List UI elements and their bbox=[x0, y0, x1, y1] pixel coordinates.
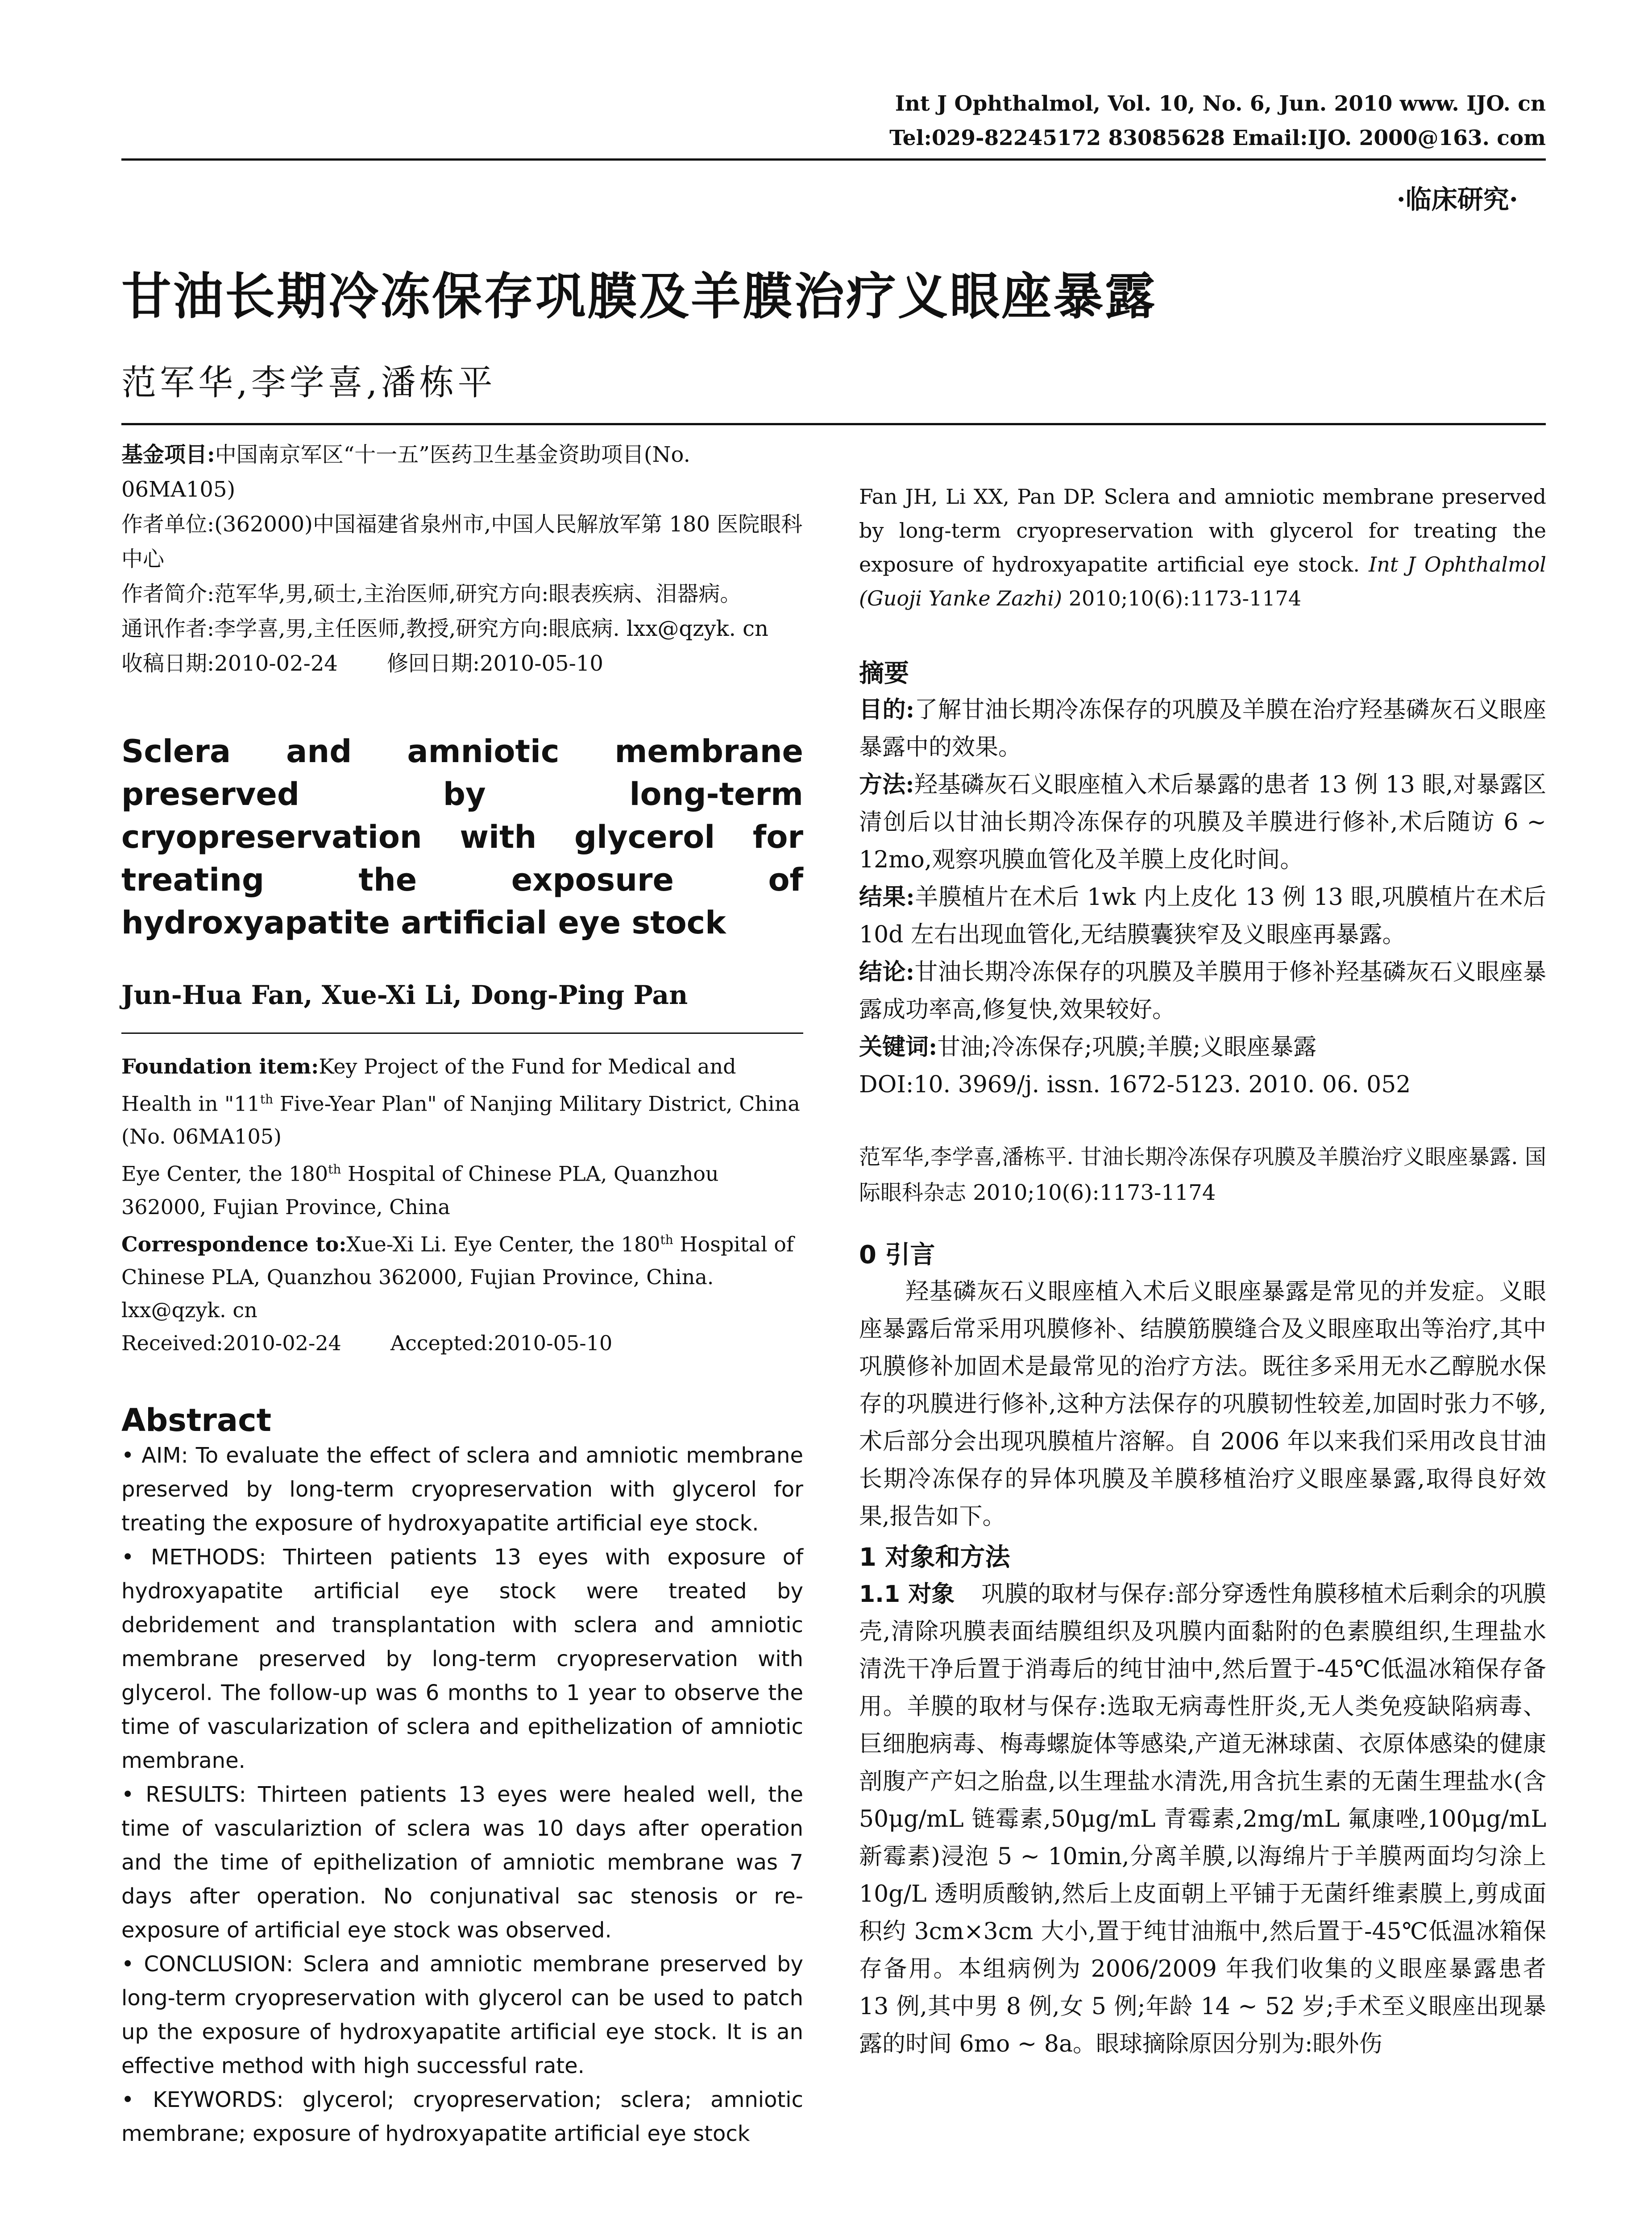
received-date-en: Received:2010-02-24 bbox=[121, 1331, 341, 1355]
left-column bbox=[121, 437, 803, 2151]
citation-en bbox=[859, 480, 1546, 615]
fund-text: 中国南京军区“十一五”医药卫生基金资助项目(No. 06MA105) bbox=[121, 442, 690, 502]
corr-b: Hospital of Chinese PLA, Quanzhou 362000, Fujian Province, China. lxx@qzyk. cn bbox=[121, 1232, 794, 1322]
citation-en-text: Fan JH, Li XX, Pan DP. Sclera and amniotic membrane preserved by long-term cryopreservation with glycerol for treating the exposure of hydroxyapatite artificial eye stock. bbox=[859, 485, 1546, 576]
corr-a: Xue-Xi Li. Eye Center, the 180 bbox=[346, 1232, 660, 1256]
article-title-cn: 甘油长期冷冻保存巩膜及羊膜治疗义眼座暴露 bbox=[121, 267, 1157, 326]
foundation-text: Key Project of the Fund for Medical and Health in "11 bbox=[121, 1054, 736, 1116]
keywords-label-cn: 关键词: bbox=[859, 1033, 938, 1061]
methods-paragraph: 巩膜的取材与保存:部分穿透性角膜移植术后剩余的巩膜壳,清除巩膜表面结膜组织及巩膜内面黏附的色素膜组织,生理盐水清洗干净后置于消毒后的纯甘油中,然后置于-45℃低温冰箱保存备用。羊膜的取材与保存:选取无病毒性肝炎,无人类免疫缺陷病毒、巨细胞病毒、梅毒螺旋体等感染,产道无淋球菌、衣原体感染的健康剖腹产产妇之胎盘,以生理盐水清洗,用含抗生素的无菌生理盐水(含 50μg/mL 链霉素,50μg/mL 青霉素,2mg/mL 氟康唑,100μg/mL 新霉素)浸泡 5 ~ 10min,分离羊膜,以海绵片于羊膜两面均匀涂上 10g/L 透明质酸钠,然后上皮面朝上平铺于无菌纤维素膜上,剪成面积约 3cm×3cm 大小,置于纯甘油瓶中,然后置于-45℃低温冰箱保存备用。本组病例为 2006/2009 年我们收集的义眼座暴露患者 13 例,其中男 8 例,女 5 例;年龄 14 ~ 52 岁;手术至义眼座出现暴露的时间 6mo ~ 8a。眼球摘除原因分别为:眼外伤 bbox=[859, 1581, 1546, 2057]
bio-text: 范军华,男,硕士,主治医师,研究方向:眼表疾病、泪器病。 bbox=[214, 581, 742, 606]
intro-heading: 0 引言 bbox=[859, 1240, 935, 1269]
bio-label: 作者简介: bbox=[121, 581, 215, 606]
foundation-sup: th bbox=[260, 1092, 274, 1107]
subsection-label: 1.1 对象 bbox=[859, 1581, 955, 1608]
article-title-en: Sclera and amniotic membrane preserved by long-term cryopreservation with glycerol for treating the exposure of hydroxyapatite artificial eye stock bbox=[121, 733, 803, 941]
accepted-date-en: Accepted:2010-05-10 bbox=[390, 1331, 613, 1355]
abstract-cn bbox=[859, 691, 1546, 1103]
corr-label-cn: 通讯作者: bbox=[121, 616, 215, 641]
title-rule bbox=[121, 423, 1546, 425]
received-date-cn: 收稿日期:2010-02-24 bbox=[121, 651, 338, 676]
conclusion-text-cn: 甘油长期冷冻保存的巩膜及羊膜用于修补羟基磷灰石义眼座暴露成功率高,修复快,效果较好。 bbox=[859, 959, 1546, 1023]
authors-en: Jun-Hua Fan, Xue-Xi Li, Dong-Ping Pan bbox=[121, 980, 688, 1010]
citation-en-journal: Int J Ophthalmol (Guoji Yanke Zazhi) bbox=[859, 552, 1546, 610]
unit-text: (362000)中国福建省泉州市,中国人民解放军第 180 医院眼科中心 bbox=[121, 512, 803, 572]
eye-center-b: Hospital of Chinese PLA, Quanzhou 362000, Fujian Province, China bbox=[121, 1161, 719, 1219]
citation-cn: 范军华,李学喜,潘栋平. 甘油长期冷冻保存巩膜及羊膜治疗义眼座暴露. 国际眼科杂志 2010;10(6):1173-1174 bbox=[859, 1145, 1546, 1205]
journal-info-line: Int J Ophthalmol, Vol. 10, No. 6, Jun. 2010 www. IJO. cn bbox=[895, 91, 1546, 116]
abstract-aim-en: • AIM: To evaluate the effect of sclera and amniotic membrane preserved by long-term cryopreservation with glycerol for treating the exposure of hydroxyapatite artificial eye stock. bbox=[121, 1443, 803, 1536]
contact-info-line: Tel:029-82245172 83085628 Email:IJO. 2000@163. com bbox=[889, 126, 1546, 150]
foundation-label: Foundation item: bbox=[121, 1054, 319, 1078]
abstract-methods-en: • METHODS: Thirteen patients 13 eyes with exposure of hydroxyapatite artificial eye stock were treated by debridement and transplantation with sclera and amniotic membrane preserved by long-term cryopreservation with glycerol. The follow-up was 6 months to 1 year to observe the time of vascularization of sclera and epithelization of amniotic membrane. bbox=[121, 1544, 803, 1773]
methods-text-cn: 羟基磷灰石义眼座植入术后暴露的患者 13 例 13 眼,对暴露区清创后以甘油长期冷冻保存的巩膜及羊膜进行修补,术后随访 6 ~ 12mo,观察巩膜血管化及羊膜上皮化时间。 bbox=[859, 771, 1547, 873]
aim-label-cn: 目的: bbox=[859, 696, 915, 723]
citation-en-tail: 2010;10(6):1173-1174 bbox=[1062, 586, 1302, 610]
corr-text-cn: 李学喜,男,主任医师,教授,研究方向:眼底病. lxx@qzyk. cn bbox=[214, 616, 768, 641]
abstract-heading-en: Abstract bbox=[121, 1402, 272, 1439]
fund-label: 基金项目: bbox=[121, 442, 215, 467]
conclusion-label-cn: 结论: bbox=[859, 958, 915, 986]
corr-label-en: Correspondence to: bbox=[121, 1232, 347, 1256]
aim-text-cn: 了解甘油长期冷冻保存的巩膜及羊膜在治疗羟基磷灰石义眼座暴露中的效果。 bbox=[859, 697, 1546, 761]
corr-sup: th bbox=[660, 1232, 673, 1247]
intro-body bbox=[859, 1273, 1546, 1535]
header-rule bbox=[121, 158, 1546, 161]
eye-center-a: Eye Center, the 180 bbox=[121, 1161, 328, 1186]
abstract-conclusion-en: • CONCLUSION: Sclera and amniotic membrane preserved by long-term cryopreservation with glycerol can be used to patch up the exposure of hydroxyapatite artificial eye stock. It is an effective method with high successful rate. bbox=[121, 1951, 803, 2078]
results-text-cn: 羊膜植片在术后 1wk 内上皮化 13 例 13 眼,巩膜植片在术后 10d 左右出现血管化,无结膜囊狭窄及义眼座再暴露。 bbox=[859, 884, 1546, 948]
methods-heading: 1 对象和方法 bbox=[859, 1543, 1010, 1572]
unit-label: 作者单位: bbox=[121, 512, 215, 537]
abstract-heading-cn: 摘要 bbox=[859, 659, 909, 688]
keywords-text-cn: 甘油;冷冻保存;巩膜;羊膜;义眼座暴露 bbox=[937, 1034, 1317, 1061]
methods-body bbox=[859, 1576, 1546, 2063]
abstract-en bbox=[121, 1439, 803, 2151]
authors-cn: 范军华,李学喜,潘栋平 bbox=[121, 363, 496, 403]
abstract-keywords-en: • KEYWORDS: glycerol; cryopreservation; sclera; amniotic membrane; exposure of hydroxyapatite artificial eye stock bbox=[121, 2087, 803, 2146]
eye-center-sup: th bbox=[328, 1162, 341, 1177]
authors-rule bbox=[121, 1033, 803, 1034]
results-label-cn: 结果: bbox=[859, 883, 915, 911]
right-column bbox=[859, 480, 1546, 2063]
abstract-results-en: • RESULTS: Thirteen patients 13 eyes were healed well, the time of vasculariztion of sclera was 10 days after operation and the time of epithelization of amniotic membrane was 7 days after operation. No conjunatival sac stenosis or re-exposure of artificial eye stock was observed. bbox=[121, 1782, 803, 1943]
intro-paragraph: 羟基磷灰石义眼座植入术后义眼座暴露是常见的并发症。义眼座暴露后常采用巩膜修补、结膜筋膜缝合及义眼座取出等治疗,其中巩膜修补加固术是最常见的治疗方法。既往多采用无水乙醇脱水保存的巩膜进行修补,这种方法保存的巩膜韧性较差,加固时张力不够,术后部分会出现巩膜植片溶解。自 2006 年以来我们采用改良甘油长期冷冻保存的异体巩膜及羊膜移植治疗义眼座暴露,取得良好效果,报告如下。 bbox=[859, 1278, 1546, 1530]
methods-label-cn: 方法: bbox=[859, 771, 914, 798]
article-info-cn bbox=[121, 437, 803, 681]
revised-date-cn: 修回日期:2010-05-10 bbox=[386, 651, 603, 676]
section-tag: ·临床研究· bbox=[1396, 184, 1518, 215]
article-info-en bbox=[121, 1050, 803, 1360]
foundation-rest: Five-Year Plan" of Nanjing Military District, China (No. 06MA105) bbox=[121, 1091, 800, 1149]
doi: DOI:10. 3969/j. issn. 1672-5123. 2010. 06. 052 bbox=[859, 1071, 1411, 1098]
